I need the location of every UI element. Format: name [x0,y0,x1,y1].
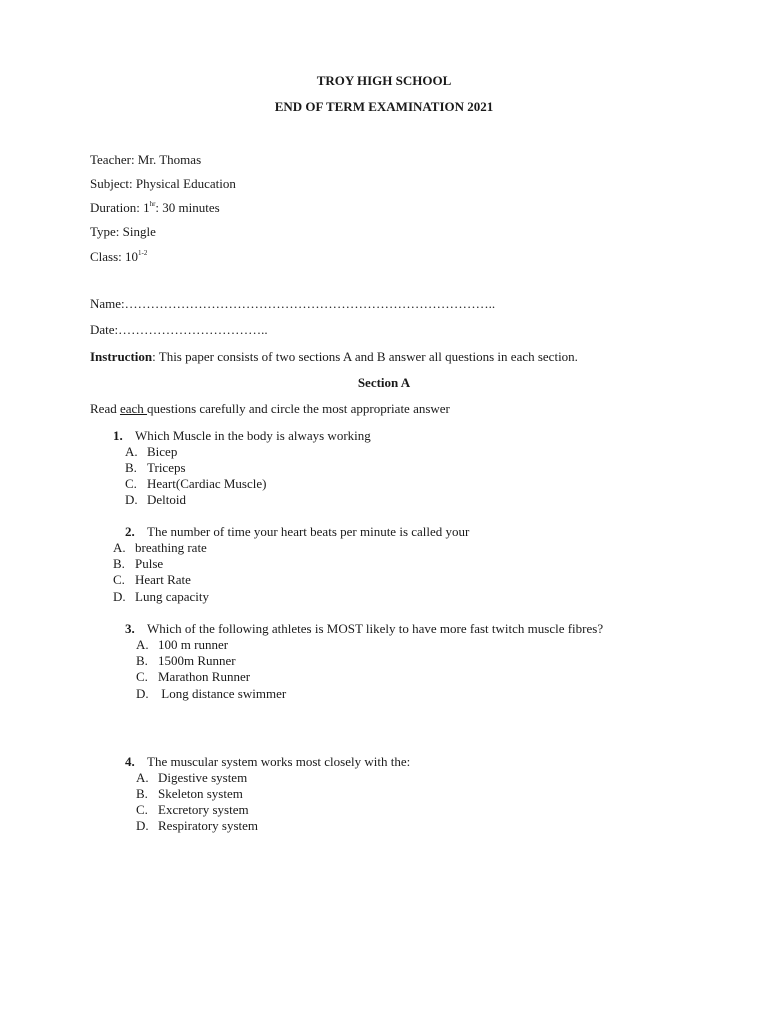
q2-option-a: A. breathing rate [113,540,207,555]
section-title: Section A [357,375,411,390]
instruction-line [90,350,578,363]
q1-option-a: A. Bicep [125,444,178,459]
q4-option-c: C. Excretory system [136,802,249,817]
name-field: Name:………………………………………………………………………….. [90,296,496,311]
q2-option-c: C. Heart Rate [113,572,191,587]
q1-option-b: B. Triceps [125,460,186,475]
q3-option-a: A. 100 m runner [136,637,229,652]
q2-option-d: D. Lung capacity [113,589,209,604]
class-line: Class: 10$^{1-2}$ [90,249,148,264]
instruction-label: Instruction [90,349,153,364]
section-directive: Read each questions carefully and circle the most appropriate answer [90,401,450,416]
q3-option-d: D. Long distance swimmer [136,686,287,701]
instruction-text: : This paper consists of two sections A and B answer all questions in each section. [152,349,578,364]
q3-option-c: C. Marathon Runner [136,669,251,684]
duration-line: Duration: $1^{hr}$: 30 minutes [90,200,220,215]
date-field: Date:…………………………….. [90,322,268,337]
q4-option-a: A. Digestive system [136,770,248,785]
school-name: TROY HIGH SCHOOL [316,73,452,88]
exam-title: END OF TERM EXAMINATION 2021 [274,99,494,114]
question-1: 1. Which Muscle in the body is always working [113,428,371,443]
type-line: Type: Single [90,224,156,239]
q3-option-b: B. 1500m Runner [136,653,236,668]
q2-option-b: B. Pulse [113,556,164,571]
teacher-line: Teacher: Mr. Thomas [90,152,202,167]
subject-line: Subject: Physical Education [90,176,236,191]
q1-option-d: D. Deltoid [125,492,186,507]
q4-option-d: D. Respiratory system [136,818,259,833]
question-2: 2. The number of time your heart beats per minute is called your [125,524,470,539]
question-4: 4. The muscular system works most closely with the: [125,754,411,769]
q1-option-c: C. Heart(Cardiac Muscle) [125,476,267,491]
question-3: 3. Which of the following athletes is MOST likely to have more fast twitch muscle fibres? [125,621,604,636]
q4-option-b: B. Skeleton system [136,786,243,801]
